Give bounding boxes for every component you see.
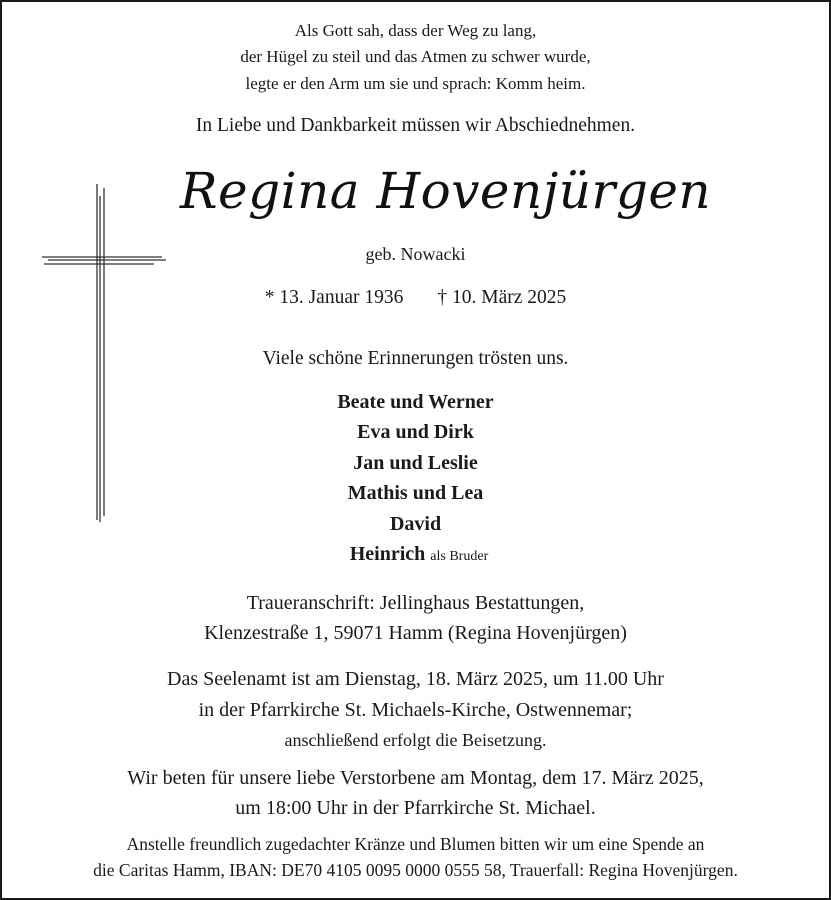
comfort-text: Viele schöne Erinnerungen trösten uns. <box>262 348 569 369</box>
poem-line: der Hügel zu steil und das Atmen zu schwer wurde, <box>240 47 591 66</box>
mourner-name: Jan und Leslie <box>353 452 478 474</box>
prayer-line: Wir beten für unsere liebe Verstorbene am Montag, dem 17. März 2025, <box>127 767 704 789</box>
mourner-name: Mathis und Lea <box>347 482 484 504</box>
deceased-name: Regina Hovenjürgen <box>179 162 712 220</box>
service-line: anschließend erfolgt die Beisetzung. <box>284 730 547 750</box>
address-line: Traueranschrift: Jellinghaus Bestattungen, <box>246 592 585 614</box>
poem-line: Als Gott sah, dass der Weg zu lang, <box>294 21 537 40</box>
life-dates <box>2 287 829 309</box>
donation-line: Anstelle freundlich zugedachter Kränze und Blumen bitten wir um eine Spende an <box>126 834 705 854</box>
mourner-name: Beate und Werner <box>337 391 494 413</box>
birth-name: geb. Nowacki <box>365 244 466 264</box>
intro-text: In Liebe und Dankbarkeit müssen wir Abschiednehmen. <box>195 115 636 136</box>
mourner-last-name: Heinrich <box>349 543 426 565</box>
birth-date: * 13. Januar 1936 <box>264 287 404 308</box>
address-line: Klenzestraße 1, 59071 Hamm (Regina Hovenjürgen) <box>204 622 627 644</box>
death-date: † 10. März 2025 <box>437 287 567 308</box>
service-line: Das Seelenamt ist am Dienstag, 18. März 2025, um 11.00 Uhr <box>167 668 664 690</box>
mourner-name: Eva und Dirk <box>357 421 474 443</box>
donation-line: die Caritas Hamm, IBAN: DE70 4105 0095 0000 0555 58, Trauerfall: Regina Hovenjürgen. <box>93 860 738 880</box>
prayer-line: um 18:00 Uhr in der Pfarrkirche St. Michael. <box>235 797 596 819</box>
service-line: in der Pfarrkirche St. Michaels-Kirche, Ostwennemar; <box>198 699 633 721</box>
poem-line: legte er den Arm um sie und sprach: Komm heim. <box>245 74 586 93</box>
mourner-name <box>9 543 829 566</box>
mourner-name: David <box>389 513 442 535</box>
mourner-last-role: als Bruder <box>430 549 489 564</box>
